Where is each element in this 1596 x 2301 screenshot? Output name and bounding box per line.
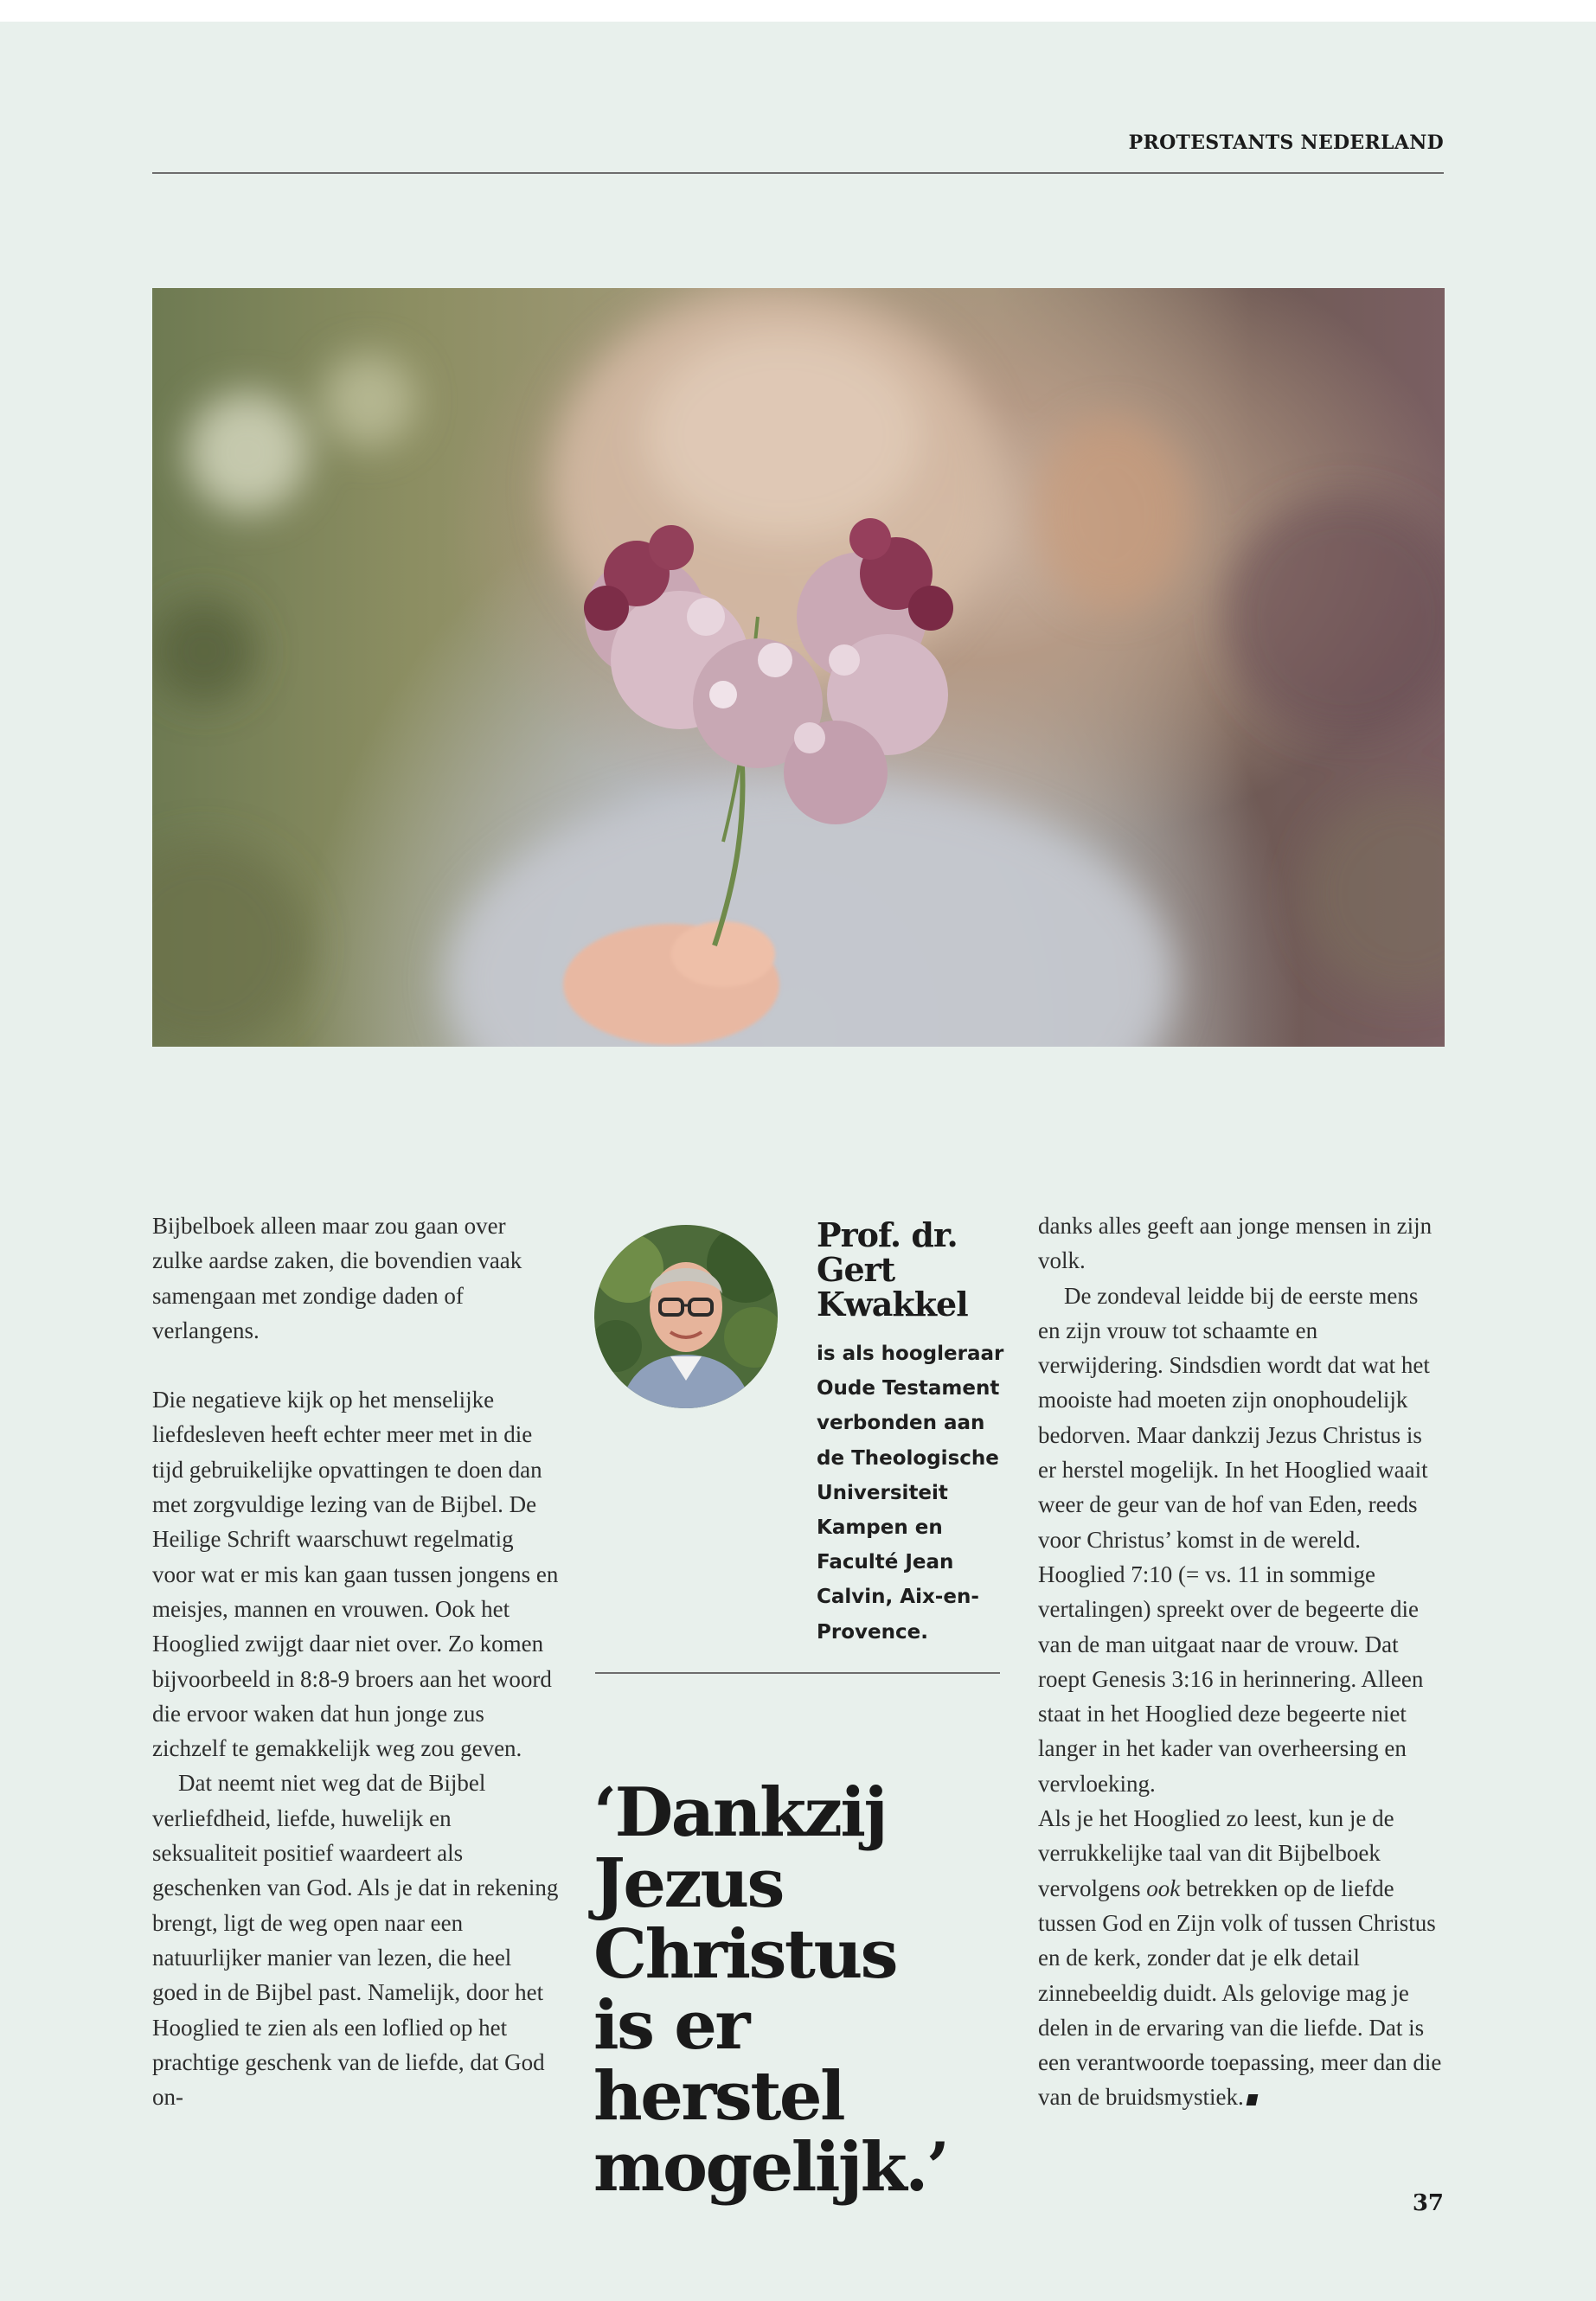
page-number: 37 bbox=[1412, 2190, 1444, 2216]
emphasis-text: ook bbox=[1146, 1875, 1181, 1901]
paragraph: De zondeval leidde bij de eerste mens en zijn vrouw tot schaamte en verwijdering. Sindsdien wordt dat wat het mooiste had moeten zijn onophoudelijk bedorven. Maar dankzij Jezus Christus is er herstel mogelijk. In het Hooglied waait weer de geur van de hof van Eden, reeds voor Christus’ komst in de wereld. Hooglied 7:10 (= vs. 11 in sommige vertalingen) spreekt over de begeerte die van de man uitgaat naar de vrouw. Dat roept Genesis 3:16 in herinnering. Alleen staat in het Hooglied deze begeerte niet langer in het kader van overheersing en vervloeking. bbox=[1038, 1282, 1430, 1797]
article-column-left bbox=[152, 1208, 559, 2114]
header-divider bbox=[152, 172, 1444, 174]
article-column-right bbox=[1038, 1208, 1445, 2115]
author-portrait bbox=[594, 1225, 778, 1408]
hero-photo-lilac-flower bbox=[152, 288, 1445, 1047]
section-label: PROTESTANTS NEDERLAND bbox=[1128, 131, 1444, 154]
paragraph-text: betrekken op de liefde tussen God en Zijn volk of tussen Christus en de kerk, zonder dat je elk detail zinnebeeldig duidt. Als gelovige mag je delen in de ervaring van die liefde. Dat is een verantwoorde toepassing, meer dan die van de bruidsmystiek. bbox=[1038, 1875, 1442, 2111]
bio-divider bbox=[595, 1672, 1000, 1674]
paragraph-closing bbox=[1038, 1801, 1445, 2115]
paragraph: Bijbelboek alleen maar zou gaan over zulke aardse zaken, die bovendien vaak samengaan met zondige daden of verlangens. bbox=[152, 1213, 522, 1343]
author-name: Prof. dr. Gert Kwakkel bbox=[817, 1215, 968, 1324]
end-of-article-mark bbox=[1246, 2094, 1258, 2106]
magazine-page bbox=[0, 22, 1596, 2301]
paragraph: Dat neemt niet weg dat de Bijbel verliefdheid, liefde, huwelijk en seksualiteit positief waardeert als geschenken van God. Als je dat in rekening brengt, ligt de weg open naar een natuurlijker manier van lezen, die heel goed in de Bijbel past. Namelijk, door het Hooglied te zien als een loflied op het prachtige geschenk van de liefde, dat God on- bbox=[152, 1770, 559, 2111]
paragraph: Die negatieve kijk op het menselijke liefdesleven heeft echter meer met in die tijd gebruikelijke opvattingen te doen dan met zorgvuldige lezing van de Bijbel. De Heilige Schrift waarschuwt regelmatig voor wat er mis kan gaan tussen jongens en meisjes, mannen en vrouwen. Ook het Hooglied zwijgt daar niet over. Zo komen bijvoorbeeld in 8:8-9 broers aan het woord die ervoor waken dat hun jonge zus zichzelf te gemakkelijk weg zou geven. bbox=[152, 1387, 559, 1762]
lilac-illustration bbox=[152, 288, 1445, 1047]
author-bio: is als hoogleraar Oude Testament verbonden aan de Theologische Universiteit Kampen en Faculté Jean Calvin, Aix-en-Provence. bbox=[817, 1343, 1004, 1644]
paragraph-text: Als je het Hooglied zo leest, kun je de verrukkelijke taal van dit Bijbelboek vervolgens bbox=[1038, 1805, 1394, 1901]
paragraph: danks alles geeft aan jonge mensen in zijn volk. bbox=[1038, 1213, 1433, 1274]
pull-quote: ‘Dankzij Jezus Christus is er herstel mogelijk.’ bbox=[593, 1773, 948, 2207]
